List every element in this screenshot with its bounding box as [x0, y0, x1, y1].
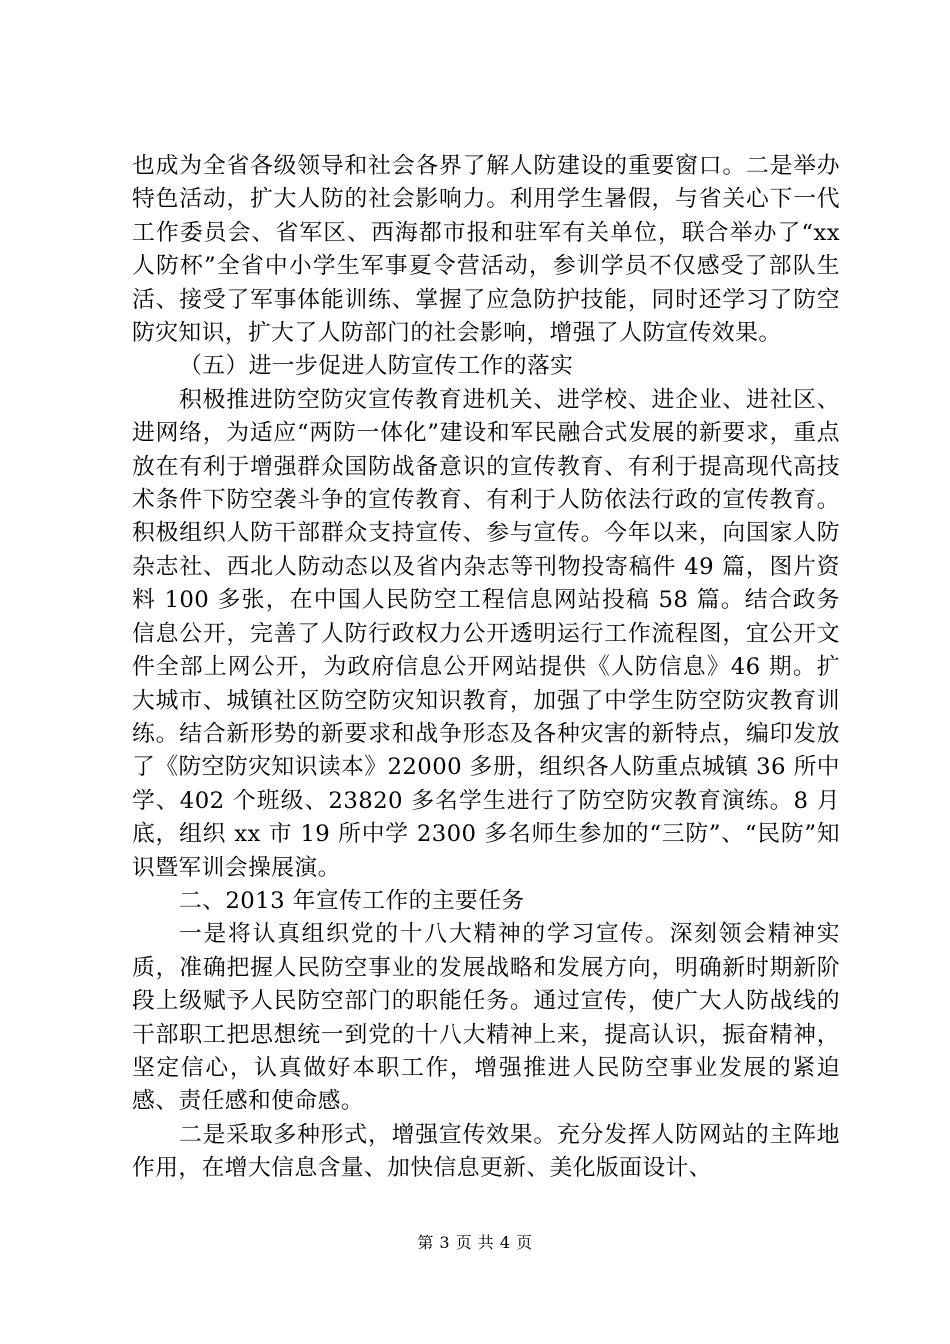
- paragraph-propaganda-implementation: 积极推进防空防灾宣传教育进机关、进学校、进企业、进社区、进网络，为适应“两防一体化”建设和军民融合式发展的新要求，重点放在有利于增强群众国防战备意识的宣传教育、有利于提高现代高技术条件下防空袭斗争的宣传教育、有利于人防依法行政的宣传教育。积极组织人防干部群众支持宣传、参与宣传。今年以来，向国家人防杂志社、西北人防动态以及省内杂志等刊物投寄稿件 49 篇，图片资料 100 多张，在中国人民防空工程信息网站投稿 58 篇。结合政务信息公开，完善了人防行政权力公开透明运行工作流程图，宜公开文件全部上网公开，为政府信息公开网站提供《人防信息》46 期。扩大城市、城镇社区防空防灾知识教育，加强了中学生防空防灾教育训练。结合新形势的新要求和战争形态及各种灾害的新特点，编印发放了《防空防灾知识读本》22000 多册，组织各人防重点城镇 36 所中学、402 个班级、23820 多名学生进行了防空防灾教育演练。8 月底，组织 xx 市 19 所中学 2300 多名师生参加的“三防”、“民防”知识暨军训会操展演。: [132, 386, 840, 881]
- paragraph-continued: 也成为全省各级领导和社会各界了解人防建设的重要窗口。二是举办特色活动，扩大人防的社会影响力。利用学生暑假，与省关心下一代工作委员会、省军区、西海都市报和驻军有关单位，联合举办了“xx 人防杯”全省中小学生军事夏令营活动，参训学员不仅感受了部队生活、接受了军事体能训练、掌握了应急防护技能，同时还学习了防空防灾知识，扩大了人防部门的社会影响，增强了人防宣传效果。: [132, 153, 840, 347]
- paragraph-task-one: 一是将认真组织党的十八大精神的学习宣传。深刻领会精神实质，准确把握人民防空事业的发展战略和发展方向，明确新时期新阶段上级赋予人民防空部门的职能任务。通过宣传，使广大人防战线的干部职工把思想统一到党的十八大精神上来，提高认识，振奋精神，坚定信心，认真做好本职工作，增强推进人民防空事业发展的紧迫感、责任感和使命感。: [132, 921, 840, 1115]
- paragraph-task-two: 二是采取多种形式，增强宣传效果。充分发挥人防网站的主阵地作用，在增大信息含量、加快信息更新、美化版面设计、: [132, 1121, 840, 1182]
- section-heading-2013-tasks: 二、2013 年宣传工作的主要任务: [179, 887, 525, 914]
- document-body: [132, 150, 840, 1186]
- section-heading-five: （五）进一步促进人防宣传工作的落实: [179, 353, 574, 380]
- page-number-footer: 第 3 页 共 4 页: [417, 1233, 533, 1252]
